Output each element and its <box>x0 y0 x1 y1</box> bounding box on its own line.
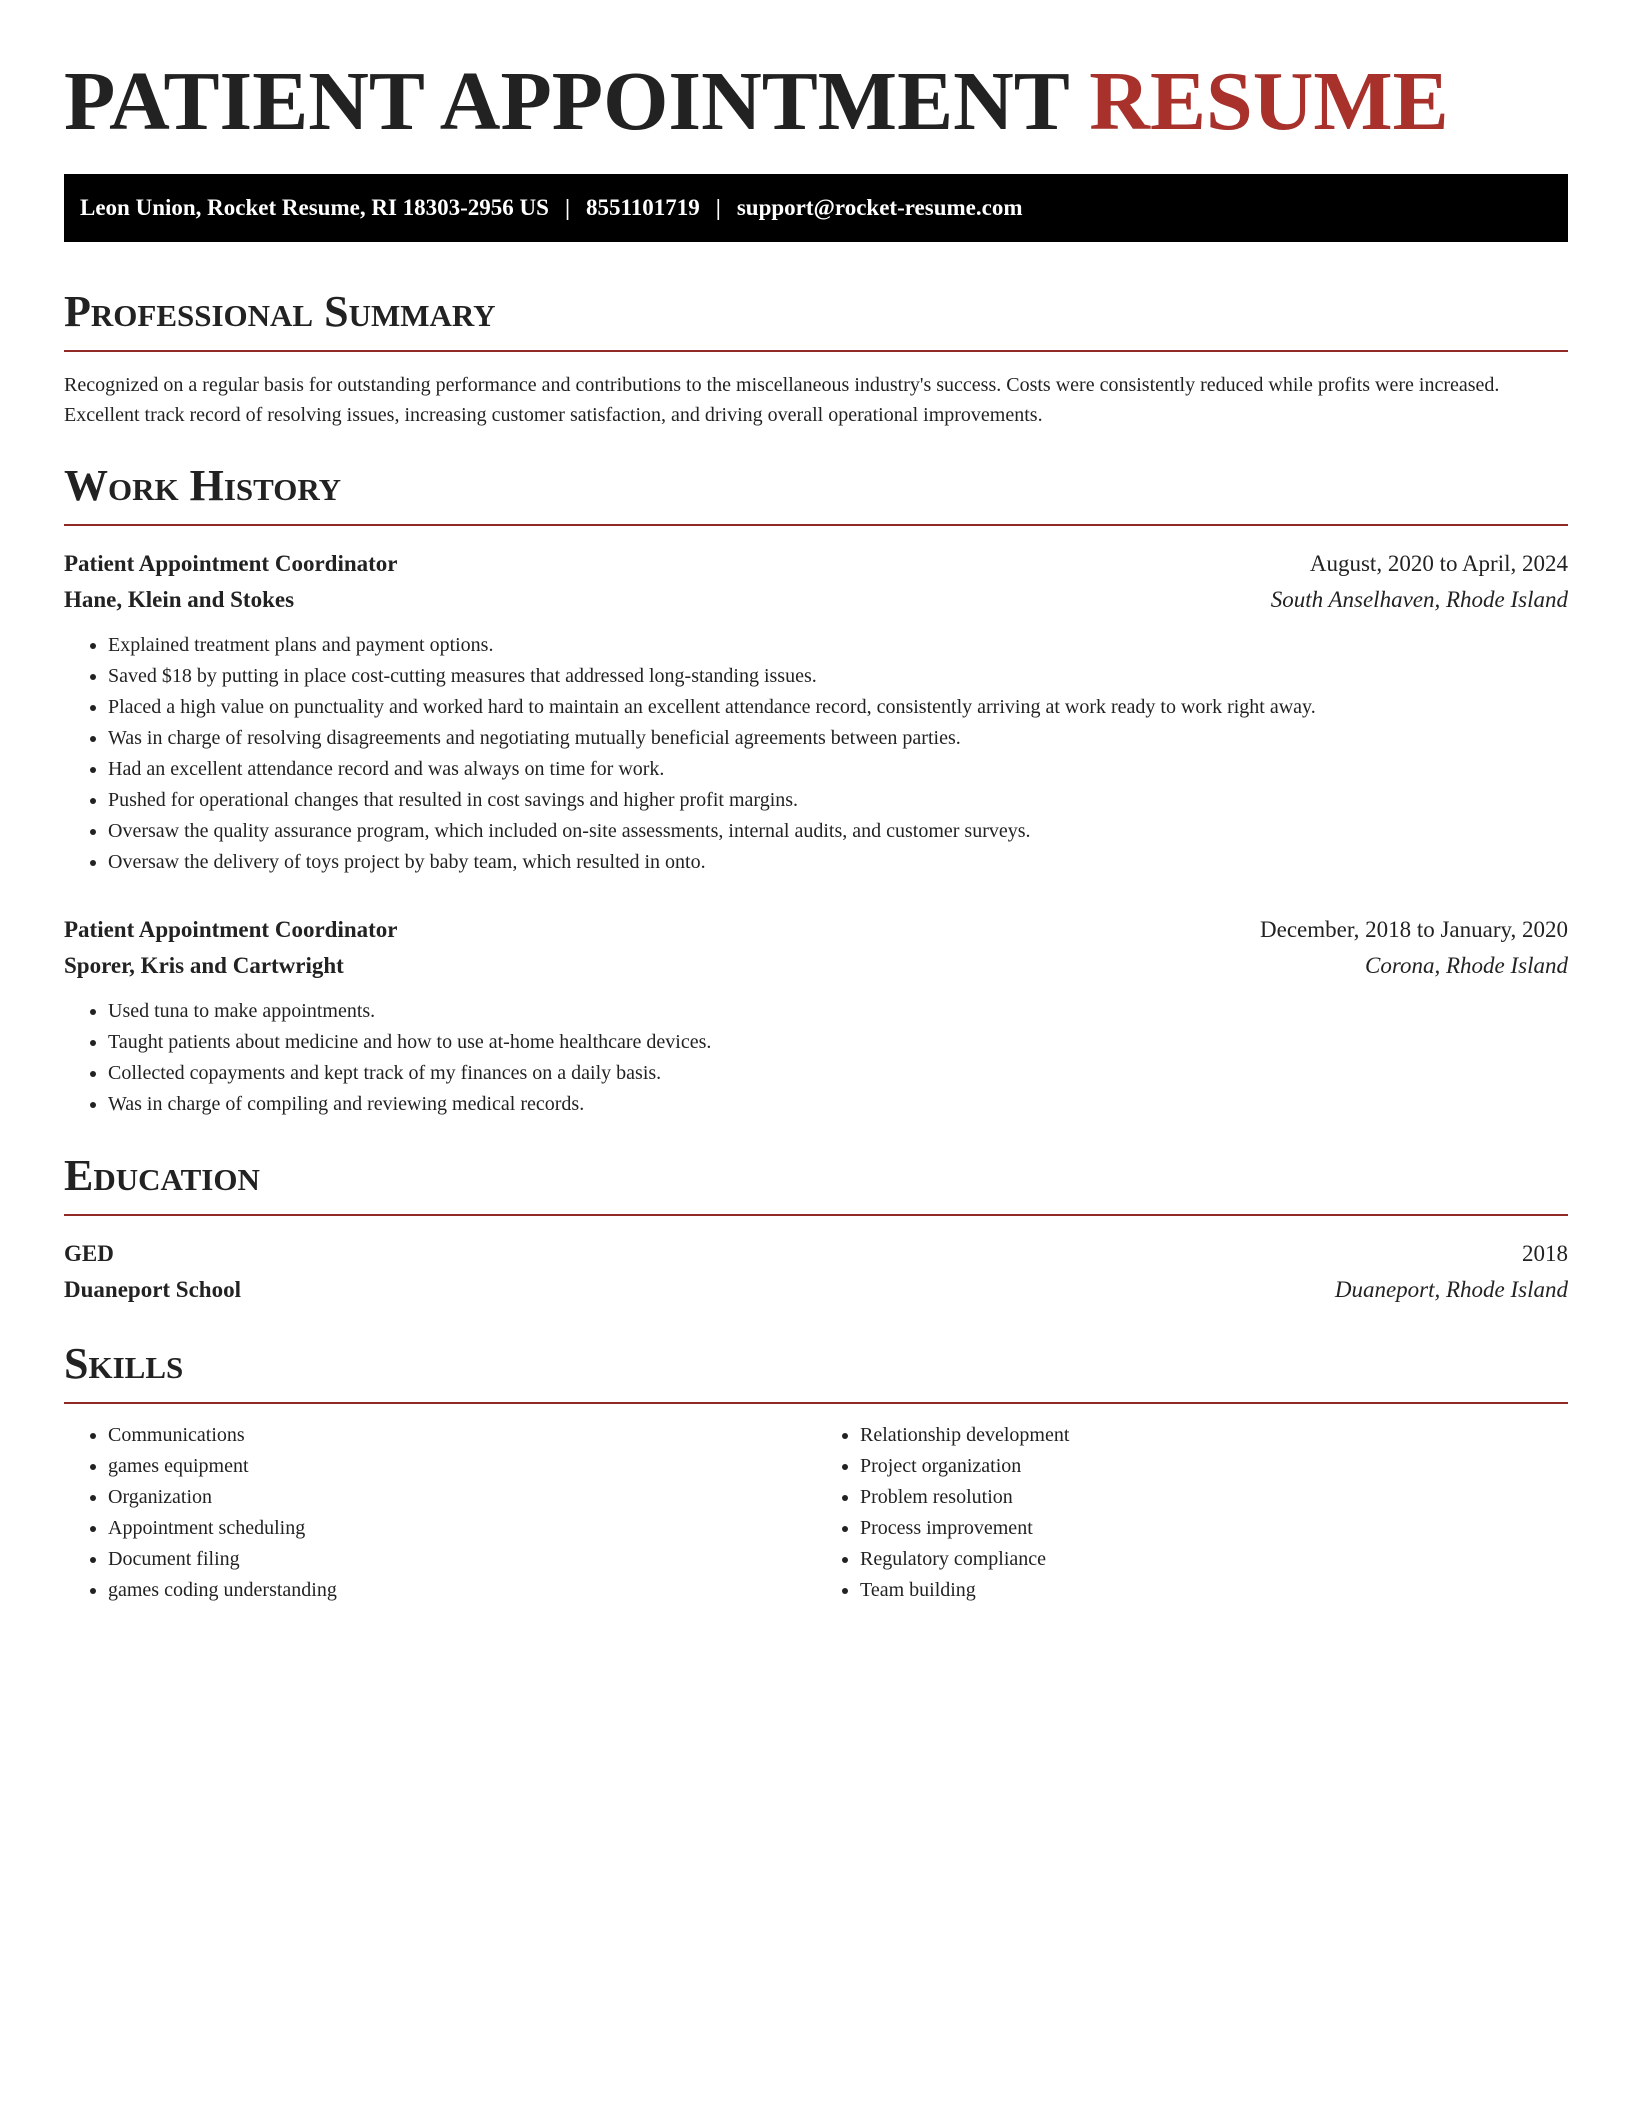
skills-heading: Skills <box>64 1339 184 1388</box>
job-bullets <box>64 630 1568 878</box>
skills-column-right <box>816 1420 1568 1606</box>
section-divider <box>64 1402 1568 1404</box>
skills-column-left <box>64 1420 816 1606</box>
job-bullet: • Oversaw the quality assurance program, which included on-site assessments, internal audits, and customer surveys. <box>108 816 1568 847</box>
skill-item: • Document filing <box>108 1544 816 1575</box>
job-dates: December, 2018 to January, 2020 <box>1260 917 1568 942</box>
job-bullet: • Was in charge of resolving disagreements and negotiating mutually beneficial agreements between parties. <box>108 723 1568 754</box>
section-divider <box>64 350 1568 352</box>
skill-item: • Appointment scheduling <box>108 1513 816 1544</box>
contact-bar <box>64 174 1568 242</box>
job-company: Hane, Klein and Stokes <box>64 587 295 612</box>
summary-section <box>64 286 1568 430</box>
title-accent: RESUME <box>1089 55 1449 148</box>
summary-text: Recognized on a regular basis for outstanding performance and contributions to the miscellaneous industry's success. Costs were consistently reduced while profits were increased. Excellent track record of resolving issues, increasing customer satisfaction, and driving overall operational improvements. <box>64 374 1500 426</box>
job-bullet: • Taught patients about medicine and how to use at-home healthcare devices. <box>108 1027 1568 1058</box>
job-company: Sporer, Kris and Cartwright <box>64 953 344 978</box>
job-bullet: • Explained treatment plans and payment options. <box>108 630 1568 661</box>
skill-item: • Problem resolution <box>860 1482 1568 1513</box>
contact-email: support@rocket-resume.com <box>736 195 1023 220</box>
job-bullet: • Pushed for operational changes that resulted in cost savings and higher profit margins. <box>108 785 1568 816</box>
job-entry <box>64 912 1568 1120</box>
job-bullet: • Oversaw the delivery of toys project by baby team, which resulted in onto. <box>108 847 1568 878</box>
education-degree: GED <box>64 1241 114 1266</box>
job-bullet: • Saved $18 by putting in place cost-cutting measures that addressed long-standing issues. <box>108 661 1568 692</box>
education-location: Duaneport, Rhode Island <box>1334 1277 1568 1302</box>
skill-item: • Regulatory compliance <box>860 1544 1568 1575</box>
work-history-section <box>64 460 1568 1120</box>
skill-item: • Team building <box>860 1575 1568 1606</box>
skills-grid <box>64 1420 1568 1606</box>
section-divider <box>64 524 1568 526</box>
job-location: South Anselhaven, Rhode Island <box>1270 587 1568 612</box>
skill-item: • Organization <box>108 1482 816 1513</box>
title-main: PATIENT APPOINTMENT <box>64 55 1069 148</box>
job-title: Patient Appointment Coordinator <box>64 551 398 576</box>
education-year: 2018 <box>1522 1241 1568 1266</box>
job-bullet: • Had an excellent attendance record and was always on time for work. <box>108 754 1568 785</box>
contact-separator: | <box>715 195 721 220</box>
job-title: Patient Appointment Coordinator <box>64 917 398 942</box>
contact-address: Leon Union, Rocket Resume, RI 18303-2956 US <box>80 195 549 220</box>
job-dates: August, 2020 to April, 2024 <box>1309 551 1568 576</box>
job-bullet: • Used tuna to make appointments. <box>108 996 1568 1027</box>
education-heading: Education <box>64 1151 260 1200</box>
contact-phone: 8551101719 <box>586 195 700 220</box>
skill-item: • Relationship development <box>860 1420 1568 1451</box>
education-section <box>64 1150 1568 1308</box>
skill-item: • games equipment <box>108 1451 816 1482</box>
job-bullet: • Placed a high value on punctuality and worked hard to maintain an excellent attendance record, consistently arriving at work ready to work right away. <box>108 692 1568 723</box>
job-entry <box>64 546 1568 878</box>
skill-item: • Project organization <box>860 1451 1568 1482</box>
job-bullets <box>64 996 1568 1120</box>
work-history-heading: Work History <box>64 461 342 510</box>
education-entry <box>64 1236 1568 1308</box>
summary-heading: Professional Summary <box>64 287 496 336</box>
job-bullet: • Collected copayments and kept track of my finances on a daily basis. <box>108 1058 1568 1089</box>
skill-item: • Communications <box>108 1420 816 1451</box>
resume-title <box>64 52 1568 152</box>
education-school: Duaneport School <box>64 1277 241 1302</box>
skill-item: • games coding understanding <box>108 1575 816 1606</box>
job-location: Corona, Rhode Island <box>1365 953 1568 978</box>
skills-section <box>64 1338 1568 1606</box>
job-bullet: • Was in charge of compiling and reviewing medical records. <box>108 1089 1568 1120</box>
skill-item: • Process improvement <box>860 1513 1568 1544</box>
contact-separator: | <box>564 195 571 220</box>
section-divider <box>64 1214 1568 1216</box>
